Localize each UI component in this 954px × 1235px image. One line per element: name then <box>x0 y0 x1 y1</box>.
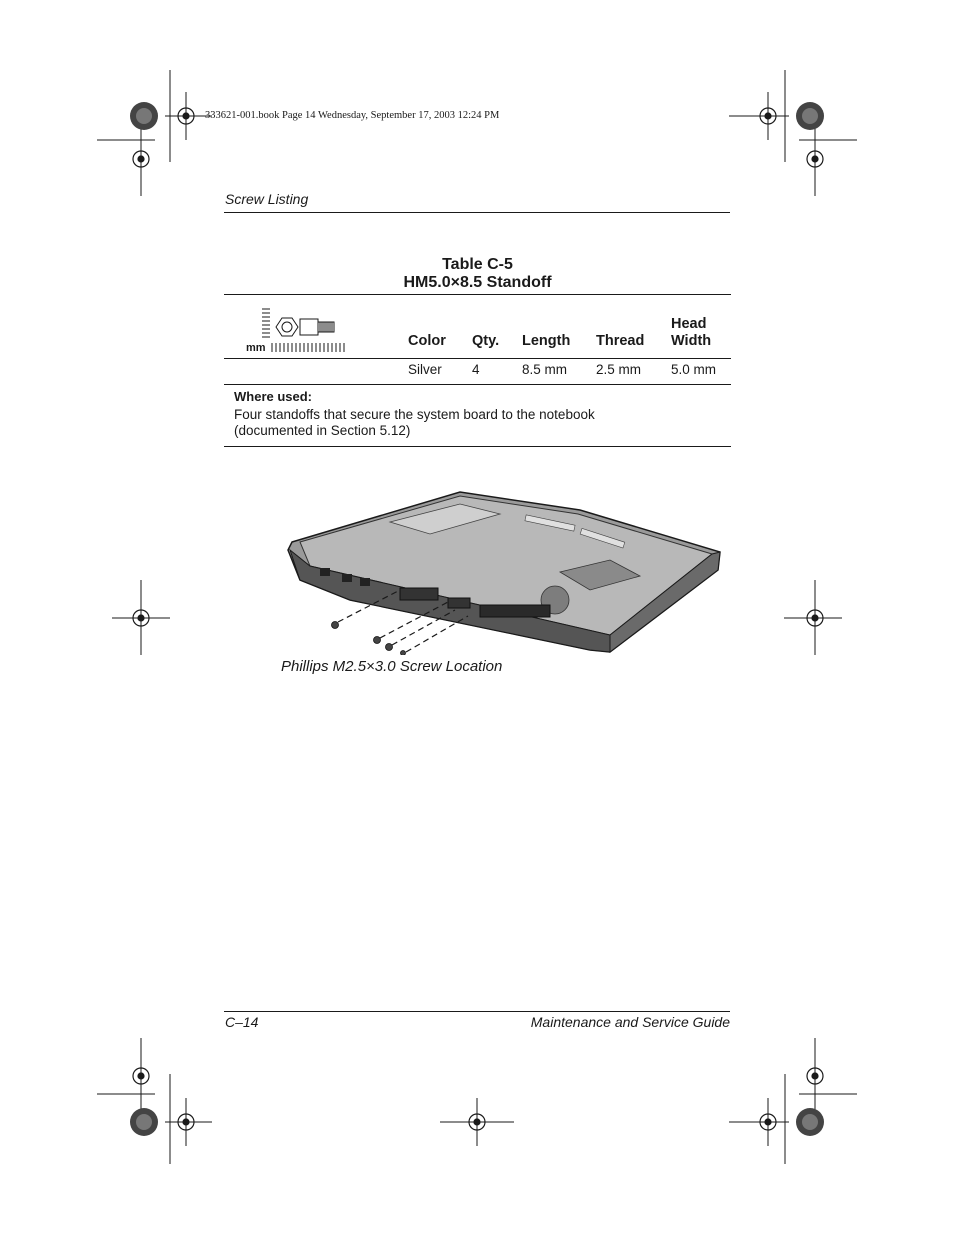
where-used-label: Where used: <box>234 389 313 404</box>
table-row-rule <box>224 384 731 385</box>
table-header-rule <box>224 358 731 359</box>
table-top-rule <box>224 294 731 295</box>
header-rule <box>224 212 730 213</box>
cell-color: Silver <box>408 362 442 377</box>
table-subtitle: HM5.0×8.5 Standoff <box>403 274 552 291</box>
table-title: Table C-5 <box>442 256 513 273</box>
footer-rule <box>224 1011 730 1012</box>
column-header-qty: Qty. <box>472 333 500 349</box>
scale-unit-label: mm <box>246 342 266 354</box>
guide-title: Maintenance and Service Guide <box>530 1014 730 1030</box>
cell-thread: 2.5 mm <box>596 362 642 377</box>
cell-head-width: 5.0 mm <box>671 362 717 377</box>
running-head: Screw Listing <box>225 191 309 207</box>
page-number: C–14 <box>225 1014 259 1030</box>
column-header-length: Length <box>522 333 571 349</box>
cell-qty: 4 <box>472 362 480 377</box>
cell-length: 8.5 mm <box>522 362 568 377</box>
where-used-line2: (documented in Section 5.12) <box>234 423 411 438</box>
column-header-head-width-line1: Head <box>671 316 707 332</box>
column-header-thread: Thread <box>596 333 645 349</box>
column-header-color: Color <box>408 333 446 349</box>
where-used-text <box>234 407 654 439</box>
where-used-line1: Four standoffs that secure the system board to the notebook <box>234 407 595 422</box>
table-bottom-rule <box>224 446 731 447</box>
book-stamp: 333621-001.book Page 14 Wednesday, September 17, 2003 12:24 PM <box>205 110 500 121</box>
notebook-base-illustration <box>280 480 730 655</box>
column-header-head-width-line2: Width <box>671 333 712 349</box>
figure-caption: Phillips M2.5×3.0 Screw Location <box>281 658 503 675</box>
